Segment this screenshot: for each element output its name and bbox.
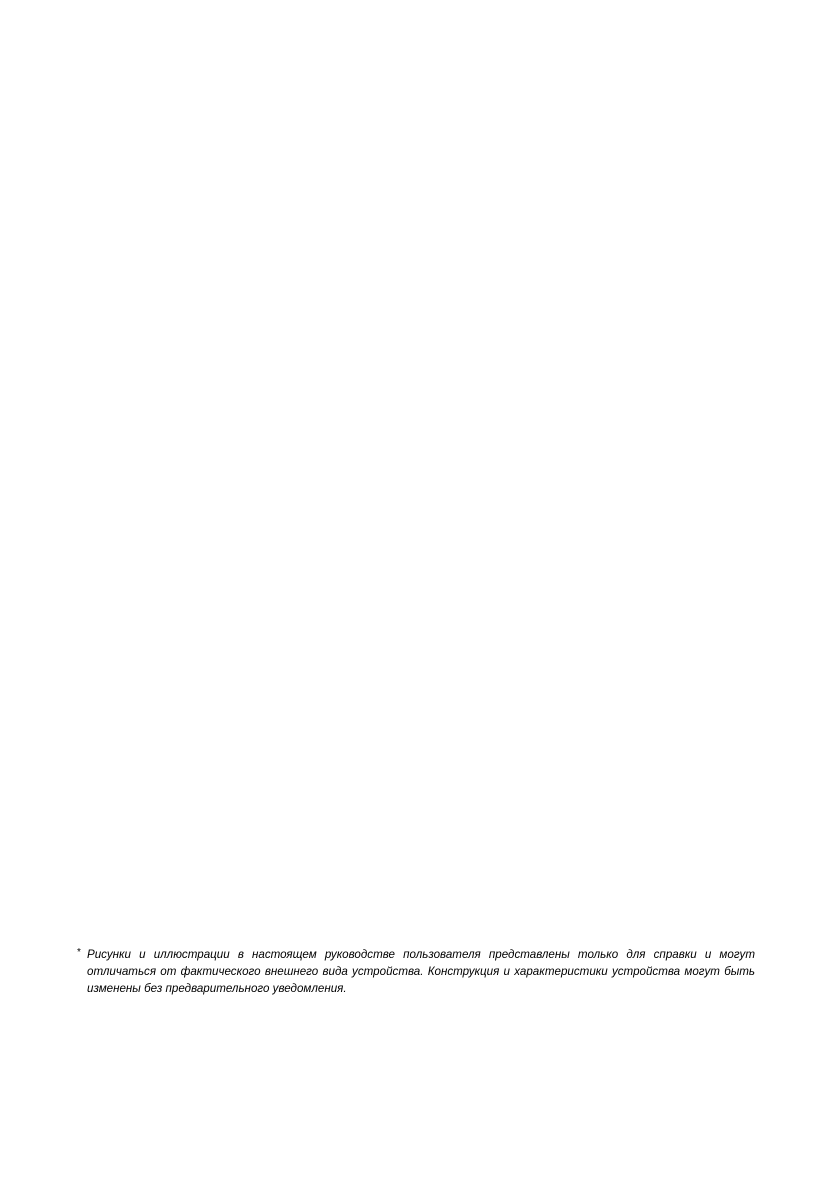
disclaimer-footnote [77,946,755,997]
footnote-marker: * [77,947,81,958]
footnote-text: Рисунки и иллюстрации в настоящем руководстве пользователя представлены только для справки и могут отличаться от фактического внешнего вида устройства. Конструкция и характеристики устройства могут быть изменены без предварительного уведомления. [87,948,755,995]
